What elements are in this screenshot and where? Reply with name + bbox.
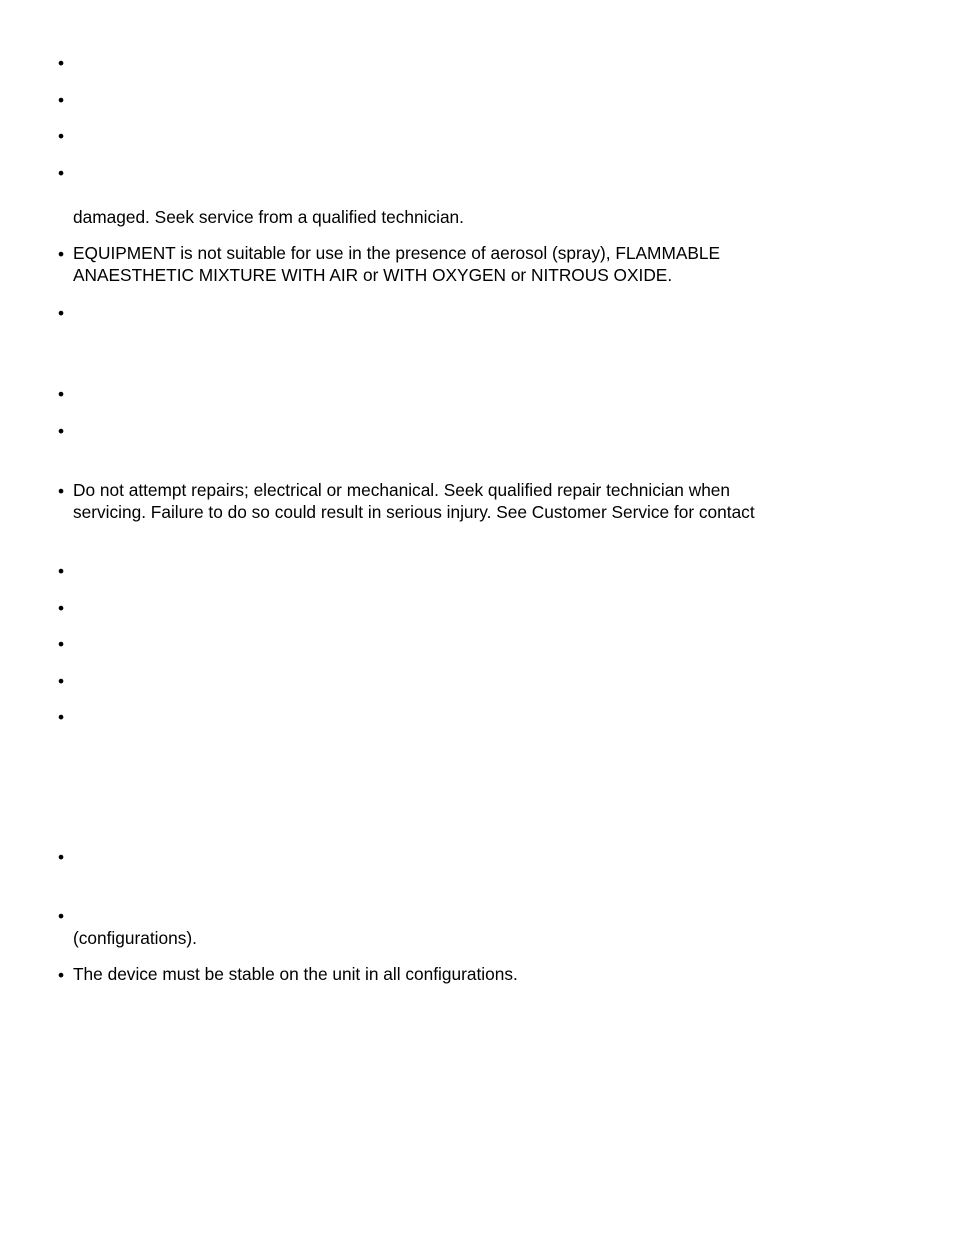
list-bullet: • [58, 707, 65, 727]
list-item-text: EQUIPMENT is not suitable for use in the presence of aerosol (spray), FLAMMABLE [73, 243, 721, 263]
list-bullet: • [58, 481, 65, 501]
list-bullet: • [58, 163, 65, 183]
list-bullet: • [58, 634, 65, 654]
list-bullet: • [58, 303, 65, 323]
list-bullet: • [58, 671, 65, 691]
list-bullet: • [58, 561, 65, 581]
list-item-continuation: damaged. Seek service from a qualified technician. [73, 207, 464, 227]
list-bullet: • [58, 598, 65, 618]
list-bullet: • [58, 847, 65, 867]
list-bullet: • [58, 126, 65, 146]
list-bullet: • [58, 244, 65, 264]
list-bullet: • [58, 421, 65, 441]
list-bullet: • [58, 965, 65, 985]
list-bullet: • [58, 53, 65, 73]
list-bullet: • [58, 384, 65, 404]
list-item-text: Do not attempt repairs; electrical or mechanical. Seek qualified repair technician when [73, 480, 731, 500]
list-item-text: servicing. Failure to do so could result in serious injury. See Customer Service for contact [73, 502, 755, 522]
list-bullet: • [58, 906, 65, 926]
list-bullet: • [58, 90, 65, 110]
list-item-text: ANAESTHETIC MIXTURE WITH AIR or WITH OXYGEN or NITROUS OXIDE. [73, 265, 673, 285]
list-item-continuation: (configurations). [73, 928, 197, 948]
list-item-text: The device must be stable on the unit in all configurations. [73, 964, 518, 984]
